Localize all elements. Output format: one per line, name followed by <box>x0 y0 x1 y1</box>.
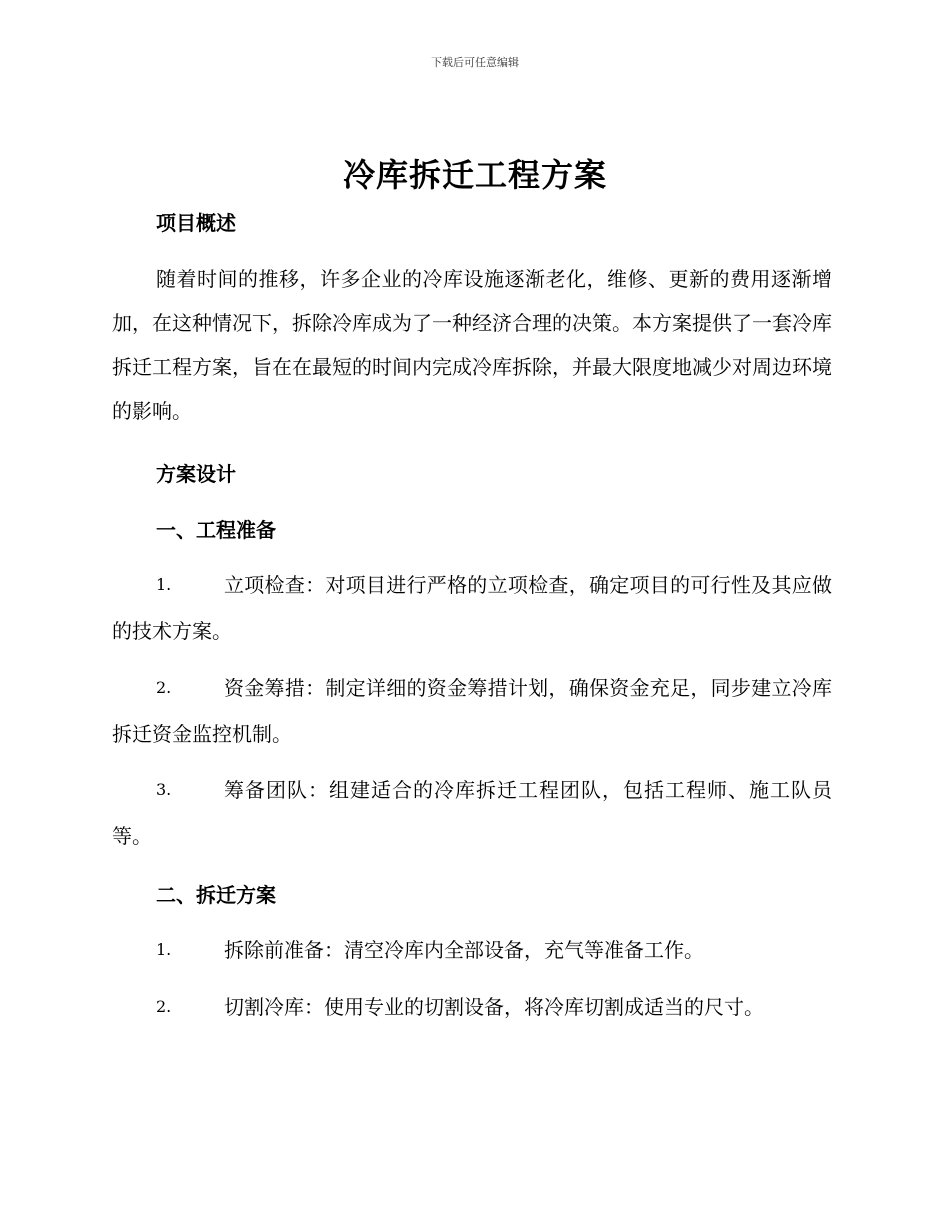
section-1-heading: 一、工程准备 <box>156 518 276 542</box>
list-item-number: 1. <box>156 575 172 594</box>
page-header-note: 下载后可任意编辑 <box>431 56 519 69</box>
section-2-heading: 二、拆迁方案 <box>156 883 276 907</box>
overview-paragraph: 随着时间的推移，许多企业的冷库设施逐渐老化，维修、更新的费用逐渐增加，在这种情况下，拆除冷库成为了一种经济合理的决策。本方案提供了一套冷库拆迁工程方案，旨在在最短的时间内完成冷库拆除，并最大限度地减少对周边环境的影响。 <box>112 267 832 423</box>
list-item-number: 2. <box>156 997 172 1016</box>
list-item-number: 3. <box>156 780 172 799</box>
list-item <box>112 767 832 859</box>
list-item-text: 资金筹措：制定详细的资金筹措计划，确保资金充足，同步建立冷库拆迁资金监控机制。 <box>112 676 832 746</box>
document-title: 冷库拆迁工程方案 <box>342 156 607 194</box>
design-heading: 方案设计 <box>156 462 236 486</box>
list-item <box>112 927 832 973</box>
list-item <box>112 665 832 757</box>
overview-heading: 项目概述 <box>156 211 236 235</box>
list-item-text: 拆除前准备：清空冷库内全部设备，充气等准备工作。 <box>224 938 704 962</box>
list-item <box>112 562 832 654</box>
list-item-text: 筹备团队：组建适合的冷库拆迁工程团队，包括工程师、施工队员等。 <box>112 778 832 848</box>
list-item-text: 切割冷库：使用专业的切割设备，将冷库切割成适当的尺寸。 <box>224 995 764 1019</box>
list-item-number: 1. <box>156 940 172 959</box>
list-item-number: 2. <box>156 678 172 697</box>
list-item-text: 立项检查：对项目进行严格的立项检查，确定项目的可行性及其应做的技术方案。 <box>112 573 832 643</box>
list-item <box>112 984 832 1030</box>
